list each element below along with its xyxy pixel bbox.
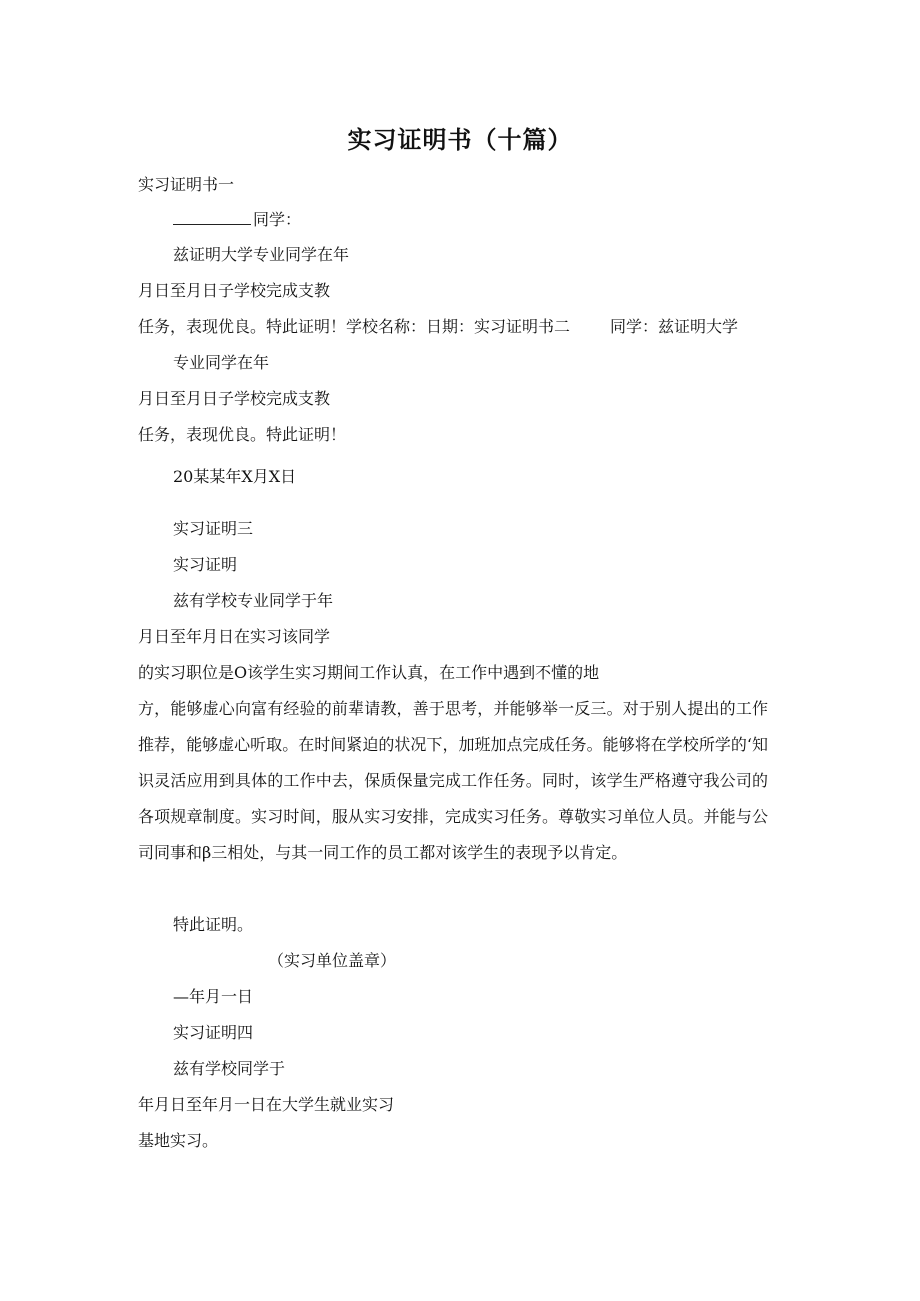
body-paragraph: 方，能够虚心向富有经验的前辈请教，善于思考，并能够举一反三。对于别人提出的工作推荐，能够虚心听取。在时间紧迫的状况下，加班加点完成任务。能够将在学校所学的‘知识灵活应用到具体的工作中去，保质保量完成工作任务。同时，该学生严格遵守我公司的各项规章制度。实习时间，服从实习安排，完成实习任务。尊敬实习单位人员。并能与公司同事和β三相处，与其一同工作的员工都对该学生的表现予以肯定。 xyxy=(138,699,768,862)
salutation-line xyxy=(173,209,301,231)
body-line: 的实习职位是O该学生实习期间工作认真，在工作中遇到不懂的地 xyxy=(138,663,600,682)
body-line: 基地实习。 xyxy=(138,1131,219,1150)
date-line: —年月一日 xyxy=(173,987,254,1006)
body-line: 专业同学在年 xyxy=(173,353,270,372)
date-line: 20某某年X月X日 xyxy=(173,467,297,486)
salutation-text: 同学： xyxy=(253,210,302,229)
body-line: 年月日至年月一日在大学生就业实习 xyxy=(138,1095,395,1114)
blank-underline xyxy=(173,210,251,225)
section-heading-3: 实习证明三 xyxy=(173,519,254,538)
body-line: 任务，表现优良。特此证明！ xyxy=(138,425,347,444)
section-heading-1: 实习证明书一 xyxy=(138,175,235,194)
section-heading-4: 实习证明四 xyxy=(173,1023,254,1042)
certificate-heading: 实习证明 xyxy=(173,555,238,574)
body-line xyxy=(138,316,738,338)
body-line: 月日至月日子学校完成支教 xyxy=(138,281,331,300)
body-line: 兹证明大学专业同学在年 xyxy=(173,245,350,264)
body-line: 特此证明。 xyxy=(173,915,254,934)
body-line: 兹有学校专业同学于年 xyxy=(173,591,334,610)
body-line: 月日至月日子学校完成支教 xyxy=(138,389,331,408)
body-line: 兹有学校同学于 xyxy=(173,1059,286,1078)
seal-line: （实习单位盖章） xyxy=(268,951,397,970)
body-text: 任务，表现优良。特此证明！学校名称：日期：实习证明书二 xyxy=(138,317,571,336)
body-text: 同学：兹证明大学 xyxy=(610,317,739,336)
document-title: 实习证明书（十篇） xyxy=(347,126,573,154)
body-line: 月日至年月日在实习该同学 xyxy=(138,627,331,646)
